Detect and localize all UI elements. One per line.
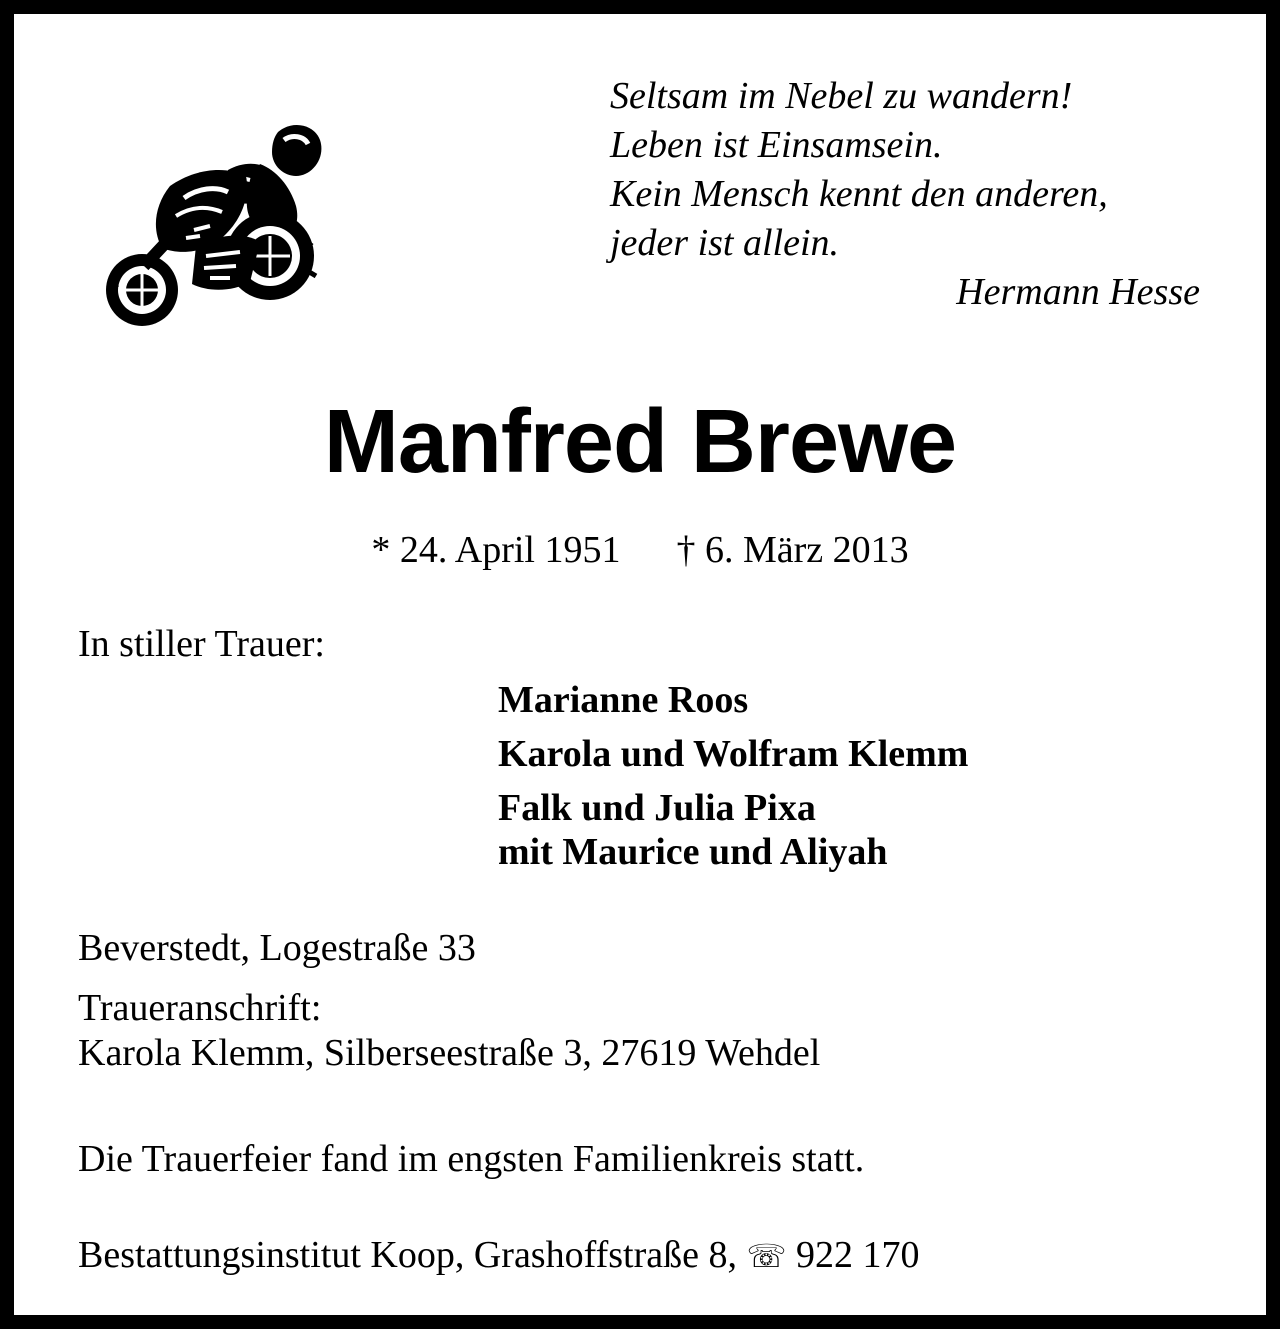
poem-line: Kein Mensch kennt den anderen, <box>610 173 1108 215</box>
mail-label: Traueranschrift: <box>78 987 322 1029</box>
mail-address: Karola Klemm, Silberseestraße 3, 27619 Wehdel <box>78 1032 821 1074</box>
obituary-card <box>14 14 1266 1315</box>
mourner-name: Karola und Wolfram Klemm <box>498 733 969 775</box>
mourning-intro: In stiller Trauer: <box>78 623 325 665</box>
mourner-name: mit Maurice und Aliyah <box>498 831 888 873</box>
telephone-icon: ☏ <box>746 1237 787 1275</box>
birth-date: * 24. April 1951 <box>371 529 621 571</box>
mourner-list <box>498 678 968 874</box>
undertaker-phone: 922 170 <box>795 1234 920 1276</box>
poem-line: Leben ist Einsamsein. <box>610 124 943 166</box>
poem <box>610 72 1210 317</box>
ceremony-note: Die Trauerfeier fand im engsten Familienkreis statt. <box>78 1138 865 1180</box>
poem-author: Hermann Hesse <box>956 271 1200 313</box>
home-address: Beverstedt, Logestraße 33 <box>78 927 476 969</box>
death-date: † 6. März 2013 <box>676 529 909 571</box>
poem-line: Seltsam im Nebel zu wandern! <box>610 75 1073 117</box>
deceased-name: Manfred Brewe <box>323 392 957 492</box>
undertaker-name: Bestattungsinstitut Koop, Grashoffstraße 8, <box>78 1234 737 1276</box>
poem-line: jeder ist allein. <box>610 222 840 264</box>
motorcycle-rider-icon <box>100 106 322 328</box>
mourner-name: Falk und Julia Pixa <box>498 787 816 829</box>
mourner-name: Marianne Roos <box>498 679 749 721</box>
undertaker-line <box>78 1231 919 1280</box>
life-dates <box>14 526 1266 574</box>
